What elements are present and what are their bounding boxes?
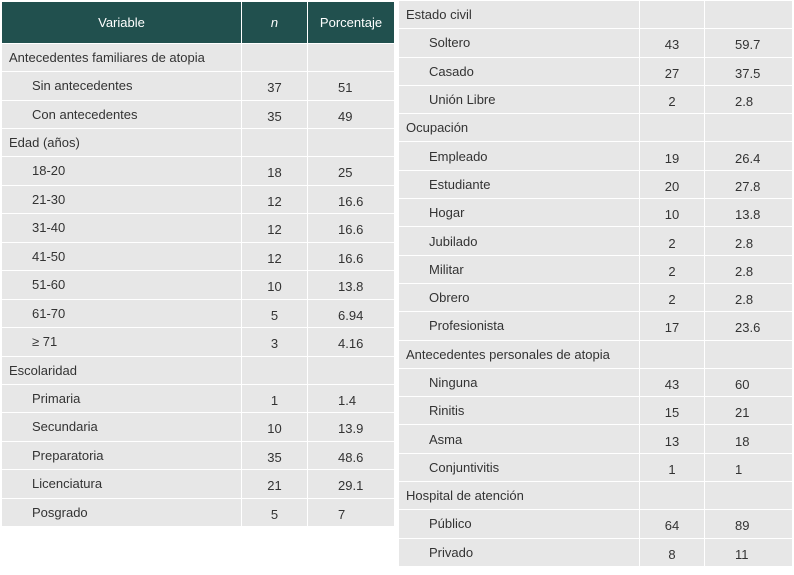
row-label: Hogar — [399, 199, 640, 227]
row-n: 12 — [242, 214, 308, 243]
row-label: Soltero — [399, 29, 640, 57]
row-porcentaje: 13.9 — [308, 413, 395, 442]
row-label: 61-70 — [2, 299, 242, 328]
row-n: 3 — [242, 328, 308, 357]
empty-cell — [705, 1, 793, 29]
table-row — [399, 57, 793, 85]
row-porcentaje: 4.16 — [308, 328, 395, 357]
row-n: 5 — [242, 498, 308, 527]
table-row — [399, 227, 793, 255]
section-label: Edad (años) — [2, 129, 242, 157]
row-n: 1 — [242, 384, 308, 413]
row-porcentaje: 1.4 — [308, 384, 395, 413]
row-label: Sin antecedentes — [2, 72, 242, 101]
row-label: 31-40 — [2, 214, 242, 243]
row-n: 43 — [640, 368, 705, 396]
table-row — [399, 312, 793, 340]
table-row — [399, 255, 793, 283]
row-porcentaje: 60 — [705, 368, 793, 396]
row-n: 2 — [640, 283, 705, 311]
row-n: 18 — [242, 157, 308, 186]
table-right-body — [399, 1, 793, 567]
table-row — [399, 283, 793, 311]
row-n: 2 — [640, 255, 705, 283]
table-header-row — [2, 2, 395, 44]
row-label: Asma — [399, 425, 640, 453]
section-row — [399, 114, 793, 142]
row-label: Profesionista — [399, 312, 640, 340]
row-porcentaje: 89 — [705, 510, 793, 538]
table-row — [2, 157, 395, 186]
empty-cell — [308, 356, 395, 384]
row-n: 35 — [242, 441, 308, 470]
row-n: 64 — [640, 510, 705, 538]
table-row — [2, 470, 395, 499]
empty-cell — [308, 129, 395, 157]
row-porcentaje: 2.8 — [705, 227, 793, 255]
row-label: Ninguna — [399, 368, 640, 396]
row-n: 10 — [242, 271, 308, 300]
row-label: Obrero — [399, 283, 640, 311]
row-n: 1 — [640, 453, 705, 481]
table-left-body — [2, 44, 395, 527]
section-row — [399, 1, 793, 29]
empty-cell — [640, 340, 705, 368]
table-row — [399, 425, 793, 453]
empty-cell — [705, 114, 793, 142]
table-row — [399, 199, 793, 227]
row-porcentaje: 2.8 — [705, 85, 793, 113]
row-label: Empleado — [399, 142, 640, 170]
empty-cell — [705, 482, 793, 510]
empty-cell — [640, 1, 705, 29]
row-n: 12 — [242, 185, 308, 214]
table-row — [399, 510, 793, 538]
table-left — [1, 1, 395, 527]
row-porcentaje: 48.6 — [308, 441, 395, 470]
header-variable: Variable — [2, 2, 242, 44]
row-label: Unión Libre — [399, 85, 640, 113]
row-porcentaje: 16.6 — [308, 185, 395, 214]
row-label: Posgrado — [2, 498, 242, 527]
section-row — [399, 482, 793, 510]
row-label: Con antecedentes — [2, 100, 242, 129]
section-label: Escolaridad — [2, 356, 242, 384]
table-row — [2, 384, 395, 413]
row-n: 35 — [242, 100, 308, 129]
row-porcentaje: 6.94 — [308, 299, 395, 328]
row-porcentaje: 2.8 — [705, 283, 793, 311]
row-label: Licenciatura — [2, 470, 242, 499]
empty-cell — [705, 340, 793, 368]
row-porcentaje: 25 — [308, 157, 395, 186]
table-row — [399, 85, 793, 113]
row-n: 37 — [242, 72, 308, 101]
row-n: 43 — [640, 29, 705, 57]
row-porcentaje: 21 — [705, 397, 793, 425]
section-label: Antecedentes personales de atopia — [399, 340, 640, 368]
row-porcentaje: 16.6 — [308, 242, 395, 271]
row-n: 8 — [640, 538, 705, 566]
section-row — [2, 129, 395, 157]
row-n: 20 — [640, 170, 705, 198]
section-label: Ocupación — [399, 114, 640, 142]
section-label: Antecedentes familiares de atopia — [2, 44, 242, 72]
row-porcentaje: 37.5 — [705, 57, 793, 85]
section-row — [2, 356, 395, 384]
section-row — [399, 340, 793, 368]
section-row — [2, 44, 395, 72]
empty-cell — [242, 129, 308, 157]
table-row — [2, 185, 395, 214]
row-label: Privado — [399, 538, 640, 566]
row-n: 5 — [242, 299, 308, 328]
row-n: 12 — [242, 242, 308, 271]
row-porcentaje: 51 — [308, 72, 395, 101]
table-row — [2, 328, 395, 357]
section-label: Hospital de atención — [399, 482, 640, 510]
table-right — [398, 0, 793, 567]
table-row — [2, 271, 395, 300]
row-porcentaje: 23.6 — [705, 312, 793, 340]
header-porcentaje: Porcentaje — [308, 2, 395, 44]
table-row — [2, 413, 395, 442]
row-label: Jubilado — [399, 227, 640, 255]
row-n: 27 — [640, 57, 705, 85]
empty-cell — [640, 114, 705, 142]
row-n: 19 — [640, 142, 705, 170]
table-row — [399, 453, 793, 481]
row-porcentaje: 49 — [308, 100, 395, 129]
row-label: Secundaria — [2, 413, 242, 442]
row-n: 17 — [640, 312, 705, 340]
row-porcentaje: 26.4 — [705, 142, 793, 170]
table-row — [399, 170, 793, 198]
table-row — [399, 538, 793, 566]
empty-cell — [640, 482, 705, 510]
row-label: Casado — [399, 57, 640, 85]
row-n: 10 — [242, 413, 308, 442]
row-porcentaje: 59.7 — [705, 29, 793, 57]
row-porcentaje: 2.8 — [705, 255, 793, 283]
row-n: 13 — [640, 425, 705, 453]
table-row — [399, 397, 793, 425]
row-porcentaje: 29.1 — [308, 470, 395, 499]
empty-cell — [242, 356, 308, 384]
table-row — [2, 100, 395, 129]
row-label: 51-60 — [2, 271, 242, 300]
table-row — [399, 368, 793, 396]
table-row — [2, 441, 395, 470]
table-row — [2, 299, 395, 328]
row-label: Público — [399, 510, 640, 538]
row-label: Primaria — [2, 384, 242, 413]
table-row — [399, 29, 793, 57]
row-label: Preparatoria — [2, 441, 242, 470]
row-n: 15 — [640, 397, 705, 425]
row-porcentaje: 16.6 — [308, 214, 395, 243]
row-label: 18-20 — [2, 157, 242, 186]
row-porcentaje: 1 — [705, 453, 793, 481]
table-row — [399, 142, 793, 170]
row-label: Estudiante — [399, 170, 640, 198]
table-row — [2, 214, 395, 243]
row-label: ≥ 71 — [2, 328, 242, 357]
row-porcentaje: 27.8 — [705, 170, 793, 198]
row-n: 21 — [242, 470, 308, 499]
empty-cell — [308, 44, 395, 72]
row-label: Rinitis — [399, 397, 640, 425]
row-porcentaje: 18 — [705, 425, 793, 453]
section-label: Estado civil — [399, 1, 640, 29]
row-porcentaje: 7 — [308, 498, 395, 527]
table-row — [2, 72, 395, 101]
row-label: 21-30 — [2, 185, 242, 214]
empty-cell — [242, 44, 308, 72]
row-n: 2 — [640, 85, 705, 113]
row-porcentaje: 13.8 — [705, 199, 793, 227]
row-label: 41-50 — [2, 242, 242, 271]
row-label: Militar — [399, 255, 640, 283]
row-n: 2 — [640, 227, 705, 255]
table-row — [2, 498, 395, 527]
table-row — [2, 242, 395, 271]
row-label: Conjuntivitis — [399, 453, 640, 481]
row-porcentaje: 11 — [705, 538, 793, 566]
row-n: 10 — [640, 199, 705, 227]
header-n: n — [242, 2, 308, 44]
row-porcentaje: 13.8 — [308, 271, 395, 300]
